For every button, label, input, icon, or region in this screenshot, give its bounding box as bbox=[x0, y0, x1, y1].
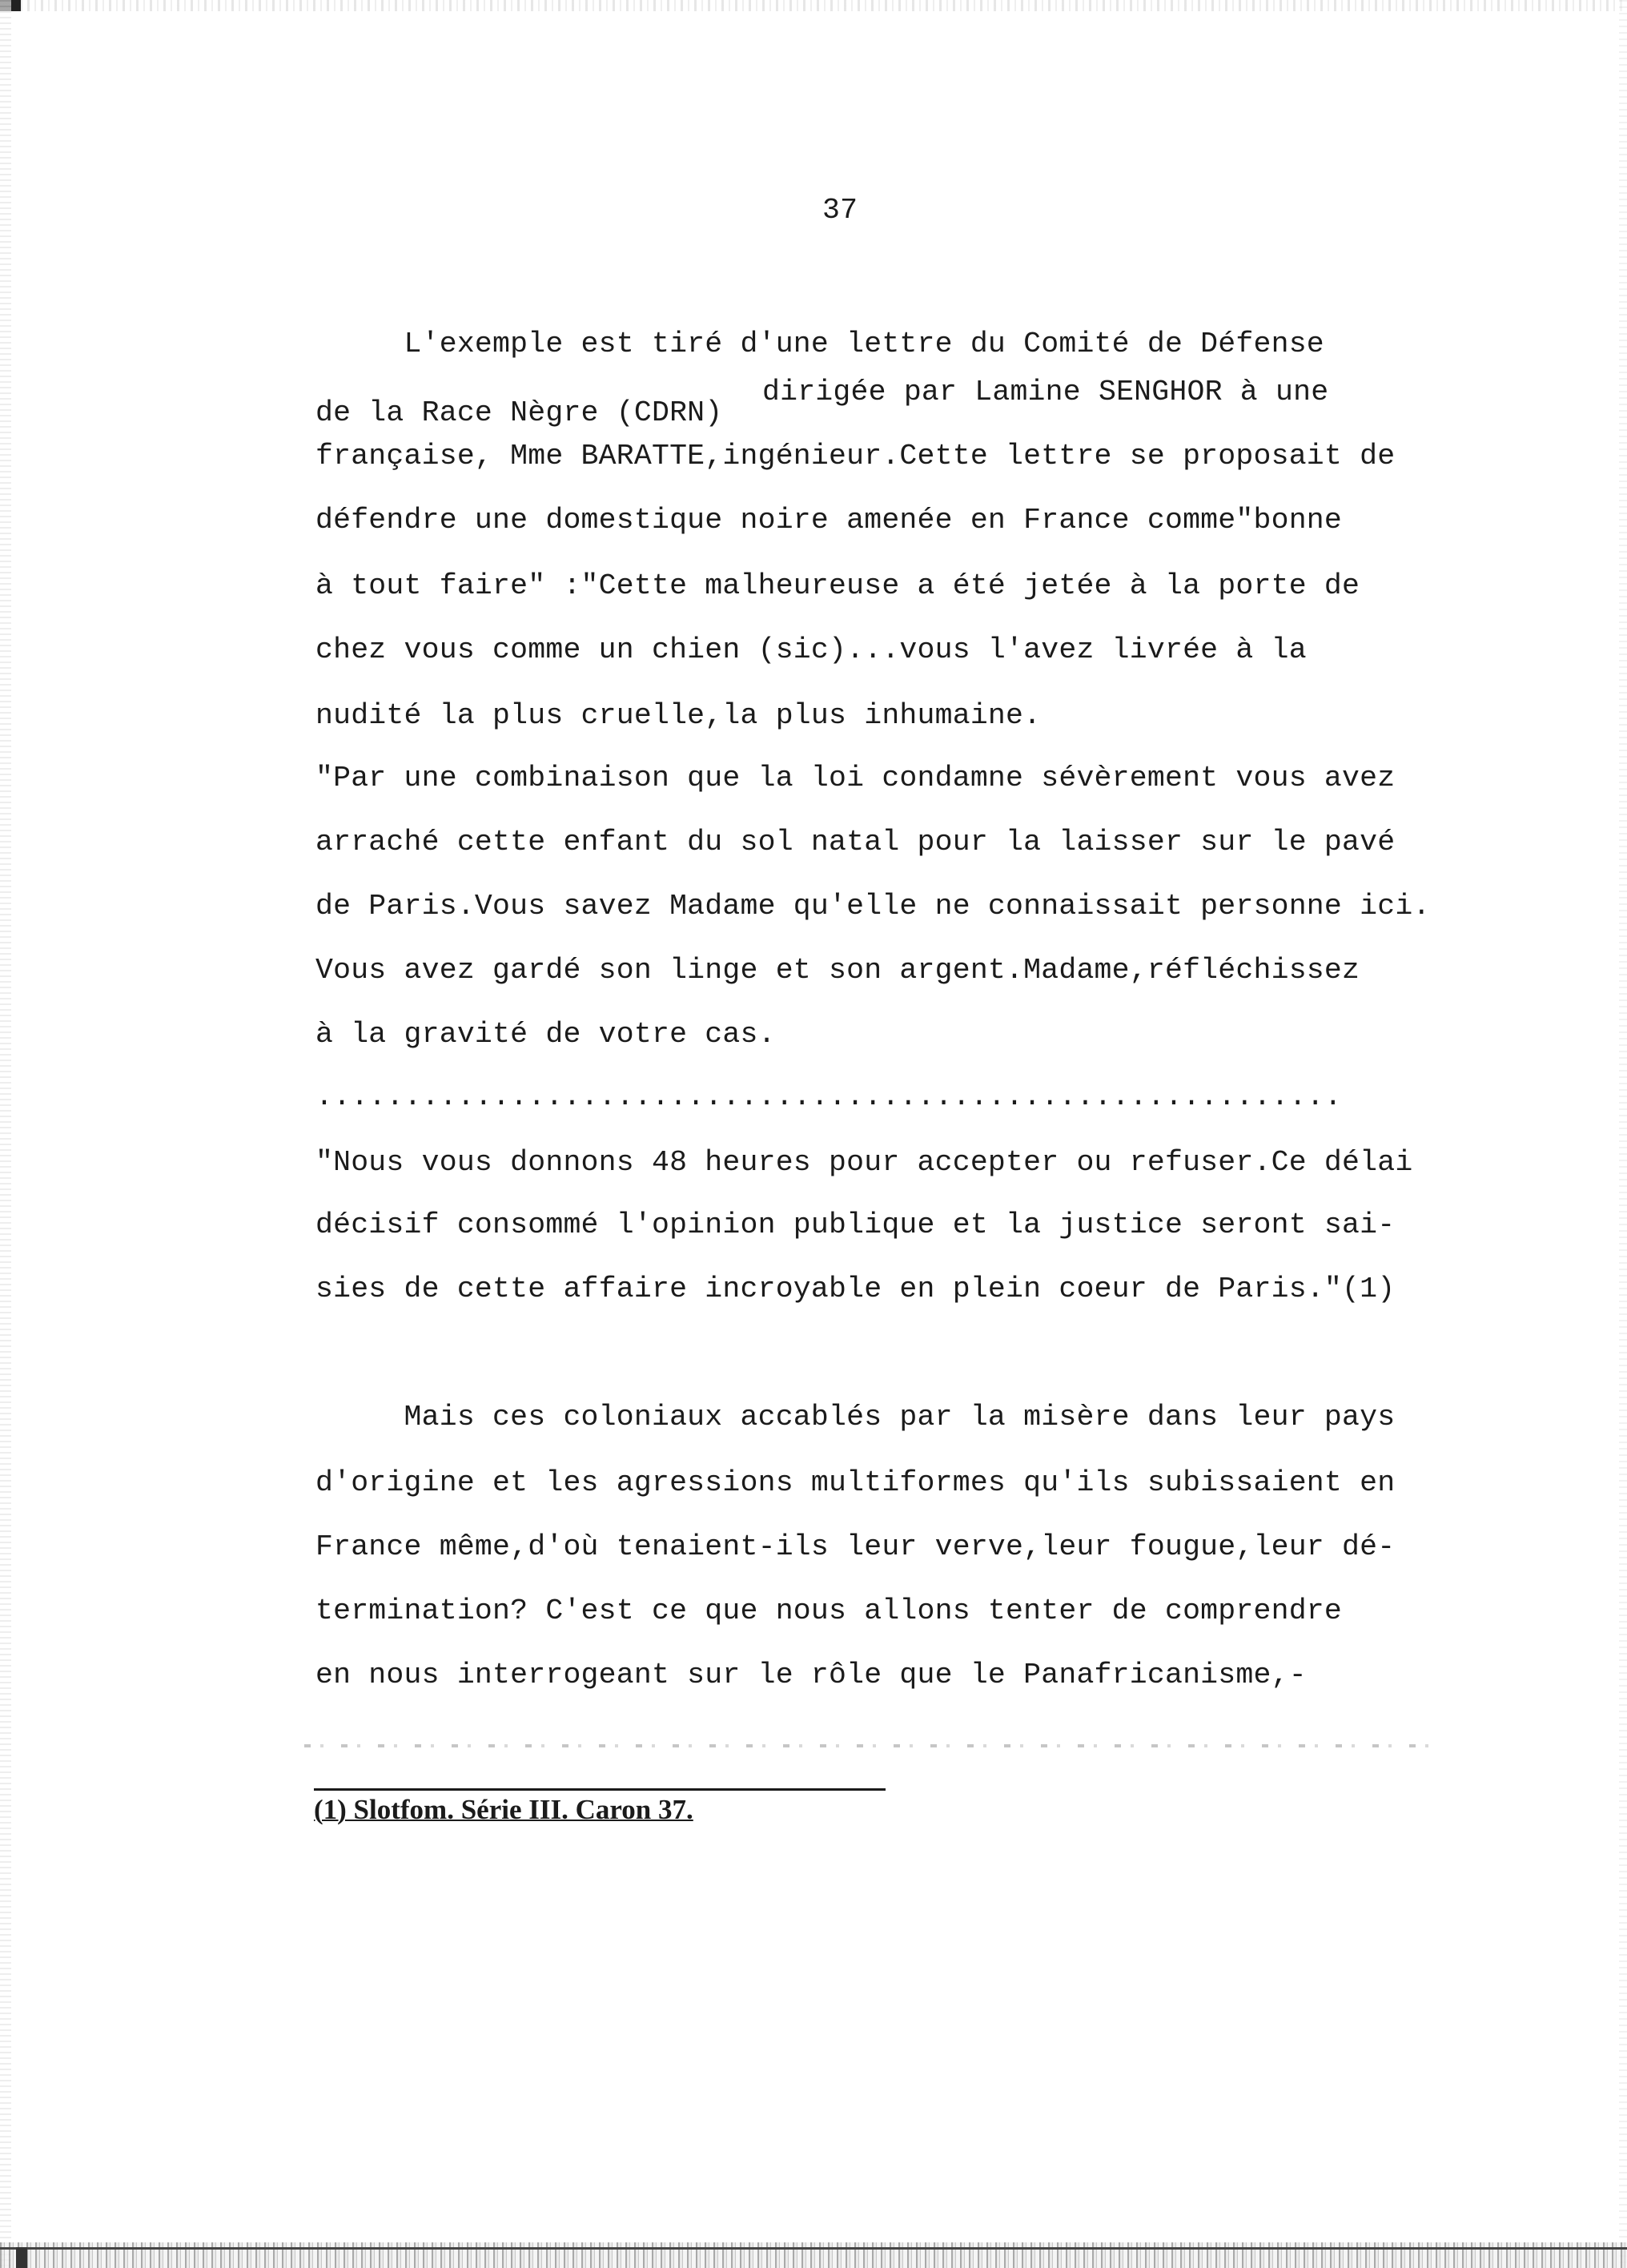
text-line: nudité la plus cruelle,la plus inhumaine. bbox=[315, 699, 1042, 732]
text-line: sies de cette affaire incroyable en plein coeur de Paris."(1) bbox=[315, 1273, 1396, 1305]
scan-line-bottom bbox=[0, 2247, 1627, 2250]
scan-edge-right bbox=[1619, 0, 1627, 2268]
ellipsis-line: .......................................................... bbox=[315, 1080, 1343, 1113]
text-line: décisif consommé l'opinion publique et la justice seront sai- bbox=[315, 1208, 1396, 1241]
bleed-through-marks bbox=[304, 1744, 1441, 1747]
footnote-rule bbox=[314, 1788, 886, 1791]
text-line: "Par une combinaison que la loi condamne sévèrement vous avez bbox=[315, 762, 1396, 794]
text-line: L'exemple est tiré d'une lettre du Comité de Défense bbox=[315, 328, 1324, 360]
scan-edge-bottom bbox=[0, 2242, 1627, 2268]
text-line: de Paris.Vous savez Madame qu'elle ne connaissait personne ici. bbox=[315, 890, 1431, 923]
text-line: chez vous comme un chien (sic)...vous l'avez livrée à la bbox=[315, 633, 1307, 666]
text-line: termination? C'est ce que nous allons tenter de comprendre bbox=[315, 1594, 1343, 1627]
scan-edge-left bbox=[0, 0, 11, 2268]
text-line: à tout faire" :"Cette malheureuse a été jetée à la porte de bbox=[315, 569, 1360, 602]
text-line: arraché cette enfant du sol natal pour la laisser sur le pavé bbox=[315, 826, 1396, 859]
footnote: (1) Slotfom. Série III. Caron 37. bbox=[314, 1794, 693, 1825]
scan-edge-top bbox=[0, 0, 1627, 11]
page-number: 37 bbox=[822, 194, 858, 227]
text-line: en nous interrogeant sur le rôle que le Panafricanisme,- bbox=[315, 1659, 1307, 1691]
text-line: française, Mme BARATTE,ingénieur.Cette lettre se proposait de bbox=[315, 440, 1396, 472]
text-line: à la gravité de votre cas. bbox=[315, 1018, 776, 1051]
text-line: défendre une domestique noire amenée en France comme"bonne bbox=[315, 504, 1343, 537]
text-line: d'origine et les agressions multiformes qu'ils subissaient en bbox=[315, 1466, 1396, 1499]
text-line: dirigée par Lamine SENGHOR à une bbox=[762, 376, 1329, 408]
text-line: de la Race Nègre (CDRN) bbox=[315, 396, 723, 429]
text-line: "Nous vous donnons 48 heures pour accepter ou refuser.Ce délai bbox=[315, 1146, 1413, 1179]
scan-mark-bottom bbox=[16, 2247, 27, 2268]
text-line: Mais ces coloniaux accablés par la misère dans leur pays bbox=[315, 1401, 1396, 1434]
text-line: France même,d'où tenaient-ils leur verve,leur fougue,leur dé- bbox=[315, 1530, 1396, 1563]
text-line: Vous avez gardé son linge et son argent.Madame,réfléchissez bbox=[315, 954, 1360, 987]
